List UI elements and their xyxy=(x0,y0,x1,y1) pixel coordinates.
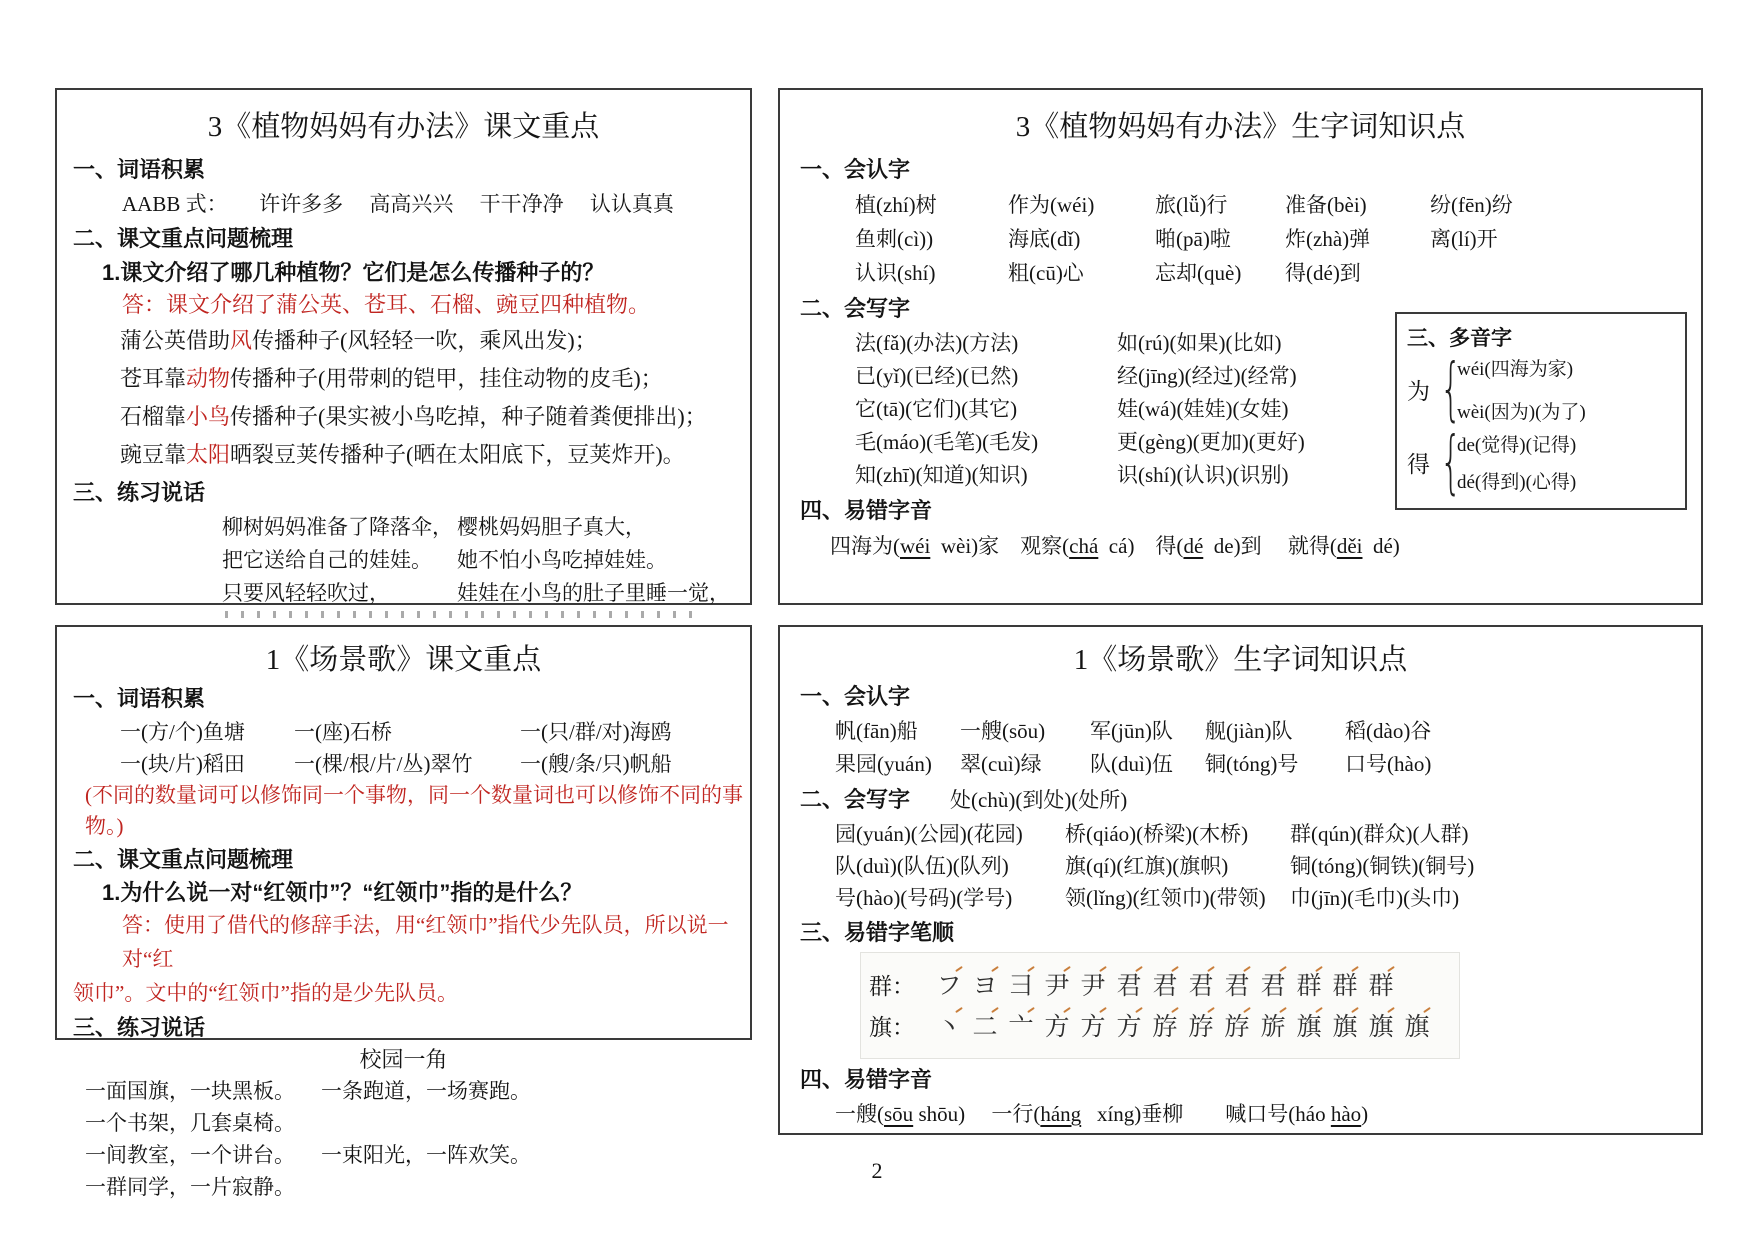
page-title: 1《场景歌》生字词知识点 xyxy=(1073,644,1408,676)
word-item: 一(棵/根/片/丛)翠竹 xyxy=(294,752,473,776)
section-heading: 一、会认字 xyxy=(800,684,911,709)
error-prone-pronunciation-line xyxy=(780,530,1701,562)
polyphone-entry xyxy=(1407,348,1675,429)
panel-scene-song-vocabulary xyxy=(778,625,1703,1135)
text-segment: 风 xyxy=(230,328,253,353)
text-segment: wèi)家 观察( xyxy=(930,534,1070,558)
word-item: 号(hào)(号码)(学号) xyxy=(835,886,1013,910)
stroke-order-row xyxy=(869,966,1451,1002)
word-item: 粗(cū)心 xyxy=(1008,261,1084,285)
word-item: 樱桃妈妈胆子真大， xyxy=(457,515,646,539)
stroke-step: 群 xyxy=(1291,966,1327,1002)
note-line-red: (不同的数量词可以修饰同一个事物，同一个数量词也可以修饰不同的事物。) xyxy=(85,783,743,838)
stroke-step: 尹 xyxy=(1039,966,1075,1002)
stroke-step: ヨ xyxy=(967,966,1003,1002)
word-item: 它(tā)(它们)(其它) xyxy=(855,397,1018,421)
text-segment: 传播种子(用带刺的铠甲，挂住动物的皮毛)； xyxy=(230,366,663,391)
practice-row xyxy=(57,1075,750,1139)
polyphone-entry xyxy=(1407,421,1675,502)
word-item: 毛(máo)(毛笔)(毛发) xyxy=(855,430,1039,454)
section-heading: 三、练习说话 xyxy=(73,1015,206,1040)
word-item: 军(jūn)队 xyxy=(1090,719,1173,743)
stroke-step: 君 xyxy=(1183,966,1219,1002)
word-item: 海底(dǐ) xyxy=(1008,227,1081,251)
text-segment: 传播种子(风轻轻一吹，乘风出发)； xyxy=(252,328,597,353)
text-segment: xíng)垂柳 喊口号(háo xyxy=(1081,1102,1331,1126)
word-row xyxy=(780,818,1701,850)
section-heading: 四、易错字音 xyxy=(800,498,933,523)
text-segment: ) xyxy=(1361,1102,1369,1126)
stroke-step: 亠 xyxy=(1003,1007,1039,1043)
word-item: 一(只/群/对)海鸥 xyxy=(520,720,672,744)
practice-row xyxy=(57,577,750,610)
section-heading: 一、会认字 xyxy=(800,157,911,182)
text-segment: chá xyxy=(1069,534,1099,558)
section-heading: 三、多音字 xyxy=(1407,327,1512,350)
stroke-step: 群 xyxy=(1327,966,1363,1002)
word-item: 纷(fēn)纷 xyxy=(1430,193,1513,217)
stroke-step: 彐 xyxy=(1003,966,1039,1002)
answer-line-red: 答：使用了借代的修辞手法，用“红领巾”指代少先队员，所以说一对“红 xyxy=(122,913,729,971)
text-segment: 太阳 xyxy=(186,442,231,467)
word-row xyxy=(780,188,1701,222)
seed-spread-line xyxy=(57,322,750,360)
word-item: 一群同学，一片寂静。 xyxy=(85,1175,295,1199)
stroke-step: 斿 xyxy=(1183,1007,1219,1043)
page-number: 2 xyxy=(871,1158,883,1183)
word-item: 柳树妈妈准备了降落伞， xyxy=(222,515,453,539)
word-item: 植(zhí)树 xyxy=(855,193,937,217)
word-item: 离(lí)开 xyxy=(1430,227,1498,251)
word-item: 帆(fān)船 xyxy=(835,719,918,743)
section-heading: 一、词语积累 xyxy=(73,157,206,182)
section-heading: 二、会写字 xyxy=(800,787,911,812)
word-item: 一面国旗，一块黑板。 xyxy=(85,1079,295,1103)
word-row xyxy=(780,748,1701,781)
polyphone-character: 为 xyxy=(1407,378,1430,404)
word-item: 知(zhī)(知道)(知识) xyxy=(855,463,1028,487)
word-item: 娃娃在小鸟的肚子里睡一觉， xyxy=(457,581,730,605)
word-item: 果园(yuán) xyxy=(835,752,932,776)
practice-subtitle: 校园一角 xyxy=(359,1047,448,1072)
panel-plant-lesson-key-points xyxy=(55,88,752,605)
word-item: 已(yǐ)(已经)(已然) xyxy=(855,364,1019,388)
page-title: 1《场景歌》课文重点 xyxy=(265,644,542,676)
word-item: 一(艘/条/只)帆船 xyxy=(520,752,672,776)
reading-top: wéi(四海为家) xyxy=(1457,359,1574,380)
word-item: 巾(jīn)(毛巾)(头巾) xyxy=(1290,886,1460,910)
text-segment: 蒲公英借助 xyxy=(120,328,231,353)
word-item: 把它送给自己的娃娃。 xyxy=(222,548,432,572)
stroke-step: 旂 xyxy=(1255,1007,1291,1043)
word-item: 舰(jiàn)队 xyxy=(1205,719,1293,743)
stroke-step: 群 xyxy=(1363,966,1399,1002)
clipped-text-line xyxy=(225,611,695,618)
word-item: 准备(bèi) xyxy=(1285,193,1367,217)
word-item: 啪(pā)啦 xyxy=(1155,227,1231,251)
word-item: 炸(zhà)弹 xyxy=(1285,227,1371,251)
stroke-step: 旗 xyxy=(1291,1007,1327,1043)
word-item: 旗(qí)(红旗)(旗帜) xyxy=(1065,854,1229,878)
text-segment: 小鸟 xyxy=(186,404,231,429)
text-segment: sōu xyxy=(884,1102,914,1126)
word-item: 更(gèng)(更加)(更好) xyxy=(1117,430,1305,454)
stroke-step: 旗 xyxy=(1399,1007,1435,1043)
text-segment: 豌豆靠 xyxy=(120,442,187,467)
word-row xyxy=(780,882,1701,914)
error-prone-pronunciation-line xyxy=(780,1098,1701,1130)
word-item: 鱼刺(cì)) xyxy=(855,227,934,251)
measure-word-row xyxy=(57,716,750,748)
word-item: 经(jīng)(经过)(经常) xyxy=(1117,364,1297,388)
word-item: 翠(cuì)绿 xyxy=(960,752,1042,776)
stroke-step: 君 xyxy=(1219,966,1255,1002)
word-item: 一束阳光，一阵欢笑。 xyxy=(321,1143,531,1167)
word-item: 队(duì)伍 xyxy=(1090,752,1173,776)
word-row xyxy=(780,256,1701,290)
word-item: 一个书架，几套桌椅。 xyxy=(85,1111,295,1135)
polyphone-readings xyxy=(1457,430,1576,494)
stroke-step: 尹 xyxy=(1075,966,1111,1002)
word-item: 一(方/个)鱼塘 xyxy=(120,720,245,744)
text-segment: 四海为( xyxy=(830,534,900,558)
stroke-step: 旗 xyxy=(1327,1007,1363,1043)
section-heading: 二、课文重点问题梳理 xyxy=(73,847,294,872)
panel-scene-song-key-points xyxy=(55,625,752,1199)
section-heading: 三、易错字笔顺 xyxy=(800,920,955,945)
practice-row xyxy=(57,544,750,577)
word-item: 一(块/片)稻田 xyxy=(120,752,245,776)
stroke-step: 斿 xyxy=(1219,1007,1255,1043)
word-item: 队(duì)(队伍)(队列) xyxy=(835,854,1009,878)
polyphone-readings xyxy=(1457,354,1586,424)
stroke-step: 君 xyxy=(1147,966,1183,1002)
brace-glyph: { xyxy=(1439,348,1462,429)
stroke-order-box xyxy=(860,952,1460,1059)
word-item: 识(shí)(认识)(识别) xyxy=(1117,463,1289,487)
stroke-step: 旗 xyxy=(1363,1007,1399,1043)
stroke-order-row xyxy=(869,1007,1451,1043)
reading-top: de(觉得)(记得) xyxy=(1457,435,1577,456)
word-item: 她不怕小鸟吃掉娃娃。 xyxy=(457,548,667,572)
section-heading: 一、词语积累 xyxy=(73,686,206,711)
section-heading: 二、课文重点问题梳理 xyxy=(73,226,294,251)
stroke-step: 君 xyxy=(1111,966,1147,1002)
text-segment: děi xyxy=(1336,534,1363,558)
word-item: 一条跑道，一场赛跑。 xyxy=(321,1079,531,1103)
text-segment: 石榴靠 xyxy=(120,404,187,429)
stroke-character-label: 群： xyxy=(869,973,915,999)
word-item: 稻(dào)谷 xyxy=(1345,719,1432,743)
text-segment: hào xyxy=(1330,1102,1362,1126)
text-segment: 一艘( xyxy=(835,1102,884,1126)
word-item: 一(座)石桥 xyxy=(294,720,392,744)
stroke-step: 方 xyxy=(1111,1007,1147,1043)
word-row xyxy=(780,222,1701,256)
word-item: 只要风轻轻吹过， xyxy=(222,581,390,605)
reading-bottom: dé(得到)(心得) xyxy=(1457,472,1577,493)
reading-bottom: wèi(因为)(为了) xyxy=(1457,402,1586,423)
word-item: 铜(tóng)号 xyxy=(1205,752,1299,776)
section-heading: 三、练习说话 xyxy=(73,480,206,505)
stroke-character-label: 旗： xyxy=(869,1014,915,1040)
word-item: 铜(tóng)(铜铁)(铜号) xyxy=(1290,854,1475,878)
stroke-steps xyxy=(931,966,1399,1002)
word-item: 法(fǎ)(办法)(方法) xyxy=(855,331,1019,355)
word-item: 处(chù)(到处)(处所) xyxy=(950,788,1128,812)
stroke-step: 方 xyxy=(1075,1007,1111,1043)
text-segment: 动物 xyxy=(186,366,231,391)
word-item: 忘却(què) xyxy=(1155,261,1242,285)
word-item: 群(qún)(群众)(人群) xyxy=(1290,822,1469,846)
word-row xyxy=(780,715,1701,748)
stroke-step: 二 xyxy=(967,1007,1003,1043)
stroke-step: 方 xyxy=(1039,1007,1075,1043)
question-line: 1.为什么说一对“红领巾”？“红领巾”指的是什么？ xyxy=(102,880,583,905)
aabb-words-line: AABB 式： 许许多多 高高兴兴 干干净净 认认真真 xyxy=(122,192,674,216)
word-item: 如(rú)(如果)(比如) xyxy=(1117,331,1282,355)
word-item: 旅(lǚ)行 xyxy=(1155,193,1228,217)
seed-spread-line xyxy=(57,360,750,398)
stroke-step: 丶 xyxy=(931,1007,967,1043)
seed-spread-line xyxy=(57,436,750,474)
word-item: 一艘(sōu) xyxy=(960,719,1046,743)
text-segment: de)到 就得( xyxy=(1203,534,1337,558)
stroke-steps xyxy=(931,1007,1435,1043)
section-heading: 二、会写字 xyxy=(800,296,911,321)
word-item: 领(lǐng)(红领巾)(带领) xyxy=(1065,886,1266,910)
word-row xyxy=(780,850,1701,882)
text-segment: 苍耳靠 xyxy=(120,366,187,391)
word-item: 桥(qiáo)(桥梁)(木桥) xyxy=(1065,822,1249,846)
text-segment: dé) xyxy=(1362,534,1400,558)
text-segment: 晒裂豆荚传播种子(晒在太阳底下，豆荚炸开)。 xyxy=(230,442,685,467)
polyphone-character: 得 xyxy=(1407,451,1430,477)
text-segment: shōu) 一行( xyxy=(913,1102,1041,1126)
measure-word-row xyxy=(57,748,750,780)
word-item: 口号(hào) xyxy=(1345,752,1432,776)
text-segment: 传播种子(果实被小鸟吃掉，种子随着粪便排出)； xyxy=(230,404,707,429)
panel-plant-lesson-vocabulary xyxy=(778,88,1703,605)
page-title: 3《植物妈妈有办法》课文重点 xyxy=(207,111,600,143)
question-line: 1.课文介绍了哪几种植物？它们是怎么传播种子的？ xyxy=(102,260,605,285)
word-item: 得(dé)到 xyxy=(1285,261,1361,285)
brace-glyph: { xyxy=(1439,421,1462,502)
stroke-step: フ xyxy=(931,966,967,1002)
word-item: 认识(shí) xyxy=(855,261,936,285)
section-heading: 四、易错字音 xyxy=(800,1067,933,1092)
answer-line-red: 领巾”。文中的“红领巾”指的是少先队员。 xyxy=(73,981,458,1005)
text-segment: háng xyxy=(1040,1102,1082,1126)
text-segment: cá) 得( xyxy=(1098,534,1184,558)
word-item: 园(yuán)(公园)(花园) xyxy=(835,822,1023,846)
stroke-step: 君 xyxy=(1255,966,1291,1002)
text-segment: dé xyxy=(1183,534,1204,558)
stroke-step: 斿 xyxy=(1147,1007,1183,1043)
seed-spread-line xyxy=(57,398,750,436)
practice-row xyxy=(57,511,750,544)
word-item: 娃(wá)(娃娃)(女娃) xyxy=(1117,397,1289,421)
word-item: 一间教室，一个讲台。 xyxy=(85,1143,295,1167)
word-item: 作为(wéi) xyxy=(1008,193,1095,217)
polyphone-box xyxy=(1395,312,1687,510)
answer-line-red: 答：课文介绍了蒲公英、苍耳、石榴、豌豆四种植物。 xyxy=(122,292,651,317)
text-segment: wéi xyxy=(900,534,931,558)
page-title: 3《植物妈妈有办法》生字词知识点 xyxy=(1015,111,1466,143)
